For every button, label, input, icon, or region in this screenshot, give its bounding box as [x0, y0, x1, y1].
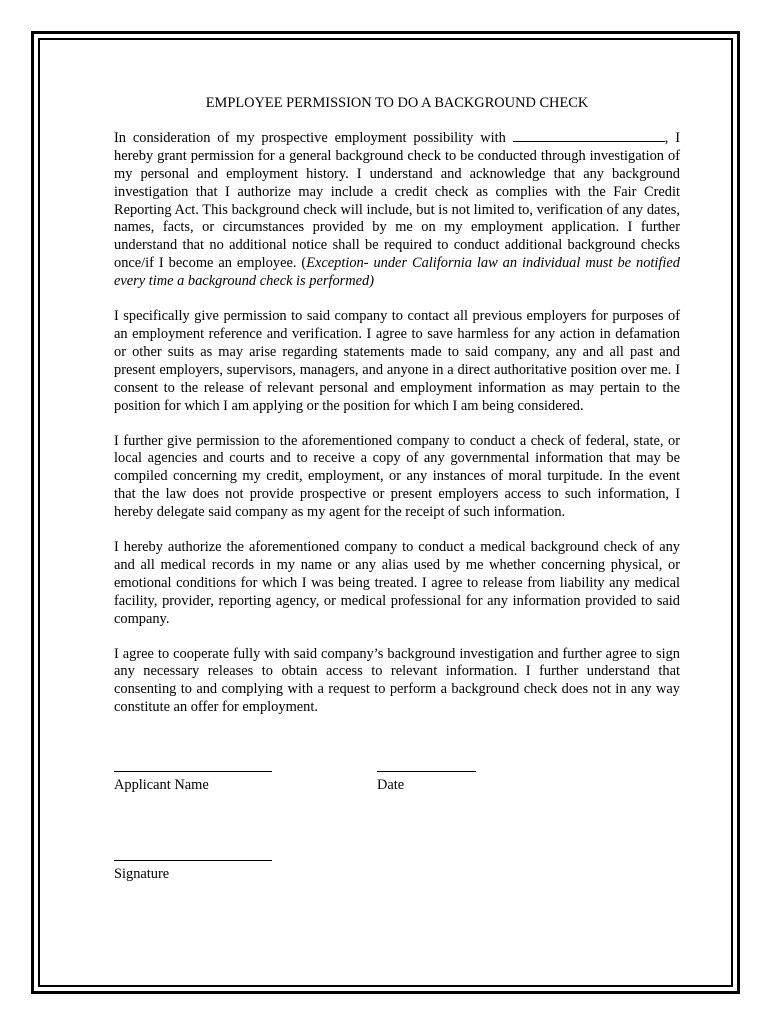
company-name-blank[interactable] — [513, 129, 665, 142]
paragraph-employer-contact: I specifically give permission to said company to contact all previous employers for purposes of an employment reference and verification. I agree to save harmless for any action in defamation or other suits as may arise regarding statements made to said company, any and all past and present employers, supervisors, managers, and anyone in a direct authoritative position over me. I consent to the release of relevant personal and employment information as may pertain to the position for which I am applying or the position for which I am being considered. — [114, 308, 680, 414]
paragraph-government-records: I further give permission to the aforementioned company to conduct a check of federal, state, or local agencies and courts and to receive a copy of any governmental information that may be compiled concerning my credit, employment, or any instances of moral turpitude. In the event that the law does not provide prospective or present employers access to such information, I hereby delegate said company as my agent for the receipt of such information. — [114, 432, 680, 521]
date-line[interactable] — [377, 771, 476, 772]
signature-label: Signature — [114, 866, 170, 882]
paragraph-cooperation: I agree to cooperate fully with said company’s background investigation and further agree to sign any necessary releases to obtain access to relevant information. I further understand that consenting to and complying with a request to perform a background check does not in any way constitute an offer for employment. — [114, 645, 680, 716]
signature-field — [114, 860, 272, 883]
california-exception-note: Exception- under California law an individual must be notified every time a background check is performed) — [114, 255, 680, 290]
signature-line[interactable] — [114, 860, 272, 861]
date-field — [377, 771, 476, 794]
applicant-name-field — [114, 771, 272, 794]
applicant-name-label: Applicant Name — [114, 777, 209, 793]
applicant-name-line[interactable] — [114, 771, 272, 772]
paragraph-medical-check: I hereby authorize the aforementioned company to conduct a medical background check of any and all medical records in my name or any alias used by me whether concerning physical, or emotional conditions for which I was being treated. I agree to release from liability any medical facility, provider, reporting agency, or medical professional for any information provided to said company. — [114, 539, 680, 627]
paragraph-consent-text-1: In consideration of my prospective employment possibility with — [114, 129, 506, 146]
paragraph-consent — [114, 129, 680, 291]
paragraph-consent-text-2: , I hereby grant permission for a general background check to be conducted through investigation of my personal and employment history. I understand and acknowledge that any background investigation that I authorize may include a credit check as complies with the Fair Credit Reporting Act. This background check will include, but is not limited to, verification of any dates, names, facts, or circumstances provided by me on my employment application. I further understand that no additional notice shall be required to conduct additional background checks once/if I become an employee. ( — [114, 129, 680, 272]
document-title: EMPLOYEE PERMISSION TO DO A BACKGROUND CHECK — [205, 95, 589, 111]
date-label: Date — [377, 777, 405, 793]
document-body — [114, 95, 680, 734]
